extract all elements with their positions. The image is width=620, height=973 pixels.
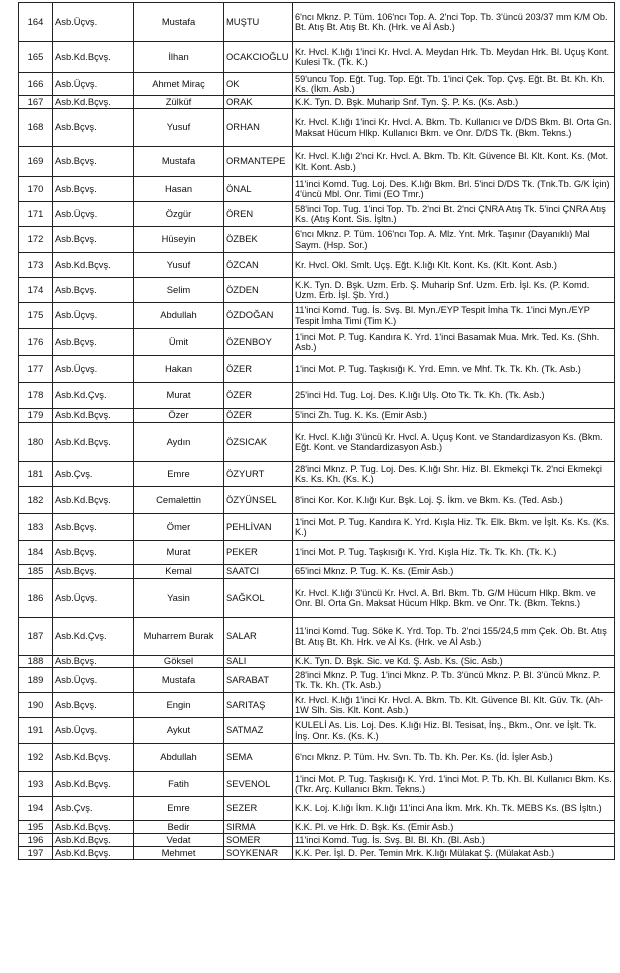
table-row bbox=[19, 253, 615, 278]
rank-cell: Asb.Üçvş. bbox=[53, 202, 134, 227]
rank-cell: Asb.Üçvş. bbox=[53, 356, 134, 383]
table-row bbox=[19, 109, 615, 147]
surname-cell: SALAR bbox=[224, 618, 293, 656]
rank-cell: Asb.Bçvş. bbox=[53, 227, 134, 253]
first-name-cell: Ümit bbox=[134, 329, 224, 356]
surname-cell: SAATCI bbox=[224, 565, 293, 579]
row-number: 174 bbox=[19, 278, 53, 303]
rank-cell: Asb.Bçvş. bbox=[53, 541, 134, 565]
first-name-cell: Ömer bbox=[134, 514, 224, 541]
row-number: 186 bbox=[19, 579, 53, 618]
surname-cell: SARABAT bbox=[224, 668, 293, 693]
surname-cell: ÖNAL bbox=[224, 177, 293, 202]
table-row bbox=[19, 73, 615, 96]
duty-cell: 6'ncı Mknz. P. Tüm. 106'ncı Top. A. Mlz. Ynt. Mrk. Taşınır (Dayanıklı) Mal Saym. (Hsp. Sor.) bbox=[293, 227, 615, 253]
first-name-cell: Mustafa bbox=[134, 668, 224, 693]
rank-cell: Asb.Kd.Bçvş. bbox=[53, 847, 134, 860]
surname-cell: ÖZER bbox=[224, 409, 293, 423]
duty-cell: 28'inci Mknz. P. Tug. Loj. Des. K.lığı Shr. Hiz. Bl. Ekmekçi Tk. 2'nci Ekmekçi Ks. Ks. Kh. (Ks. K.) bbox=[293, 462, 615, 487]
rank-cell: Asb.Kd.Bçvş. bbox=[53, 487, 134, 514]
duty-cell: Kr. Hvcl. K.lığı 1'inci Kr. Hvcl. A. Meydan Hrk. Tb. Meydan Hrk. Bl. Uçuş Kont. Kulesi Tk. (Tk. K.) bbox=[293, 42, 615, 73]
surname-cell: SOMER bbox=[224, 834, 293, 847]
surname-cell: ORAK bbox=[224, 96, 293, 109]
first-name-cell: Engin bbox=[134, 693, 224, 718]
rank-cell: Asb.Bçvş. bbox=[53, 656, 134, 668]
row-number: 166 bbox=[19, 73, 53, 96]
surname-cell: OK bbox=[224, 73, 293, 96]
surname-cell: ORHAN bbox=[224, 109, 293, 147]
first-name-cell: Yasin bbox=[134, 579, 224, 618]
table-row bbox=[19, 772, 615, 797]
duty-cell: Kr. Hvcl. K.lığı 2'nci Kr. Hvcl. A. Bkm. Tb. Klt. Güvence Bl. Klt. Kont. Ks. (Mot. Klt. Kont. Asb.) bbox=[293, 147, 615, 177]
rank-cell: Asb.Kd.Bçvş. bbox=[53, 821, 134, 834]
row-number: 193 bbox=[19, 772, 53, 797]
duty-cell: 11'inci Komd. Tug. Loj. Des. K.lığı Bkm. Brl. 5'inci D/DS Tk. (Tnk.Tb. G/K İçin) 4'üncü Mbl. Onr. Timi (EO Tmr.) bbox=[293, 177, 615, 202]
table-row bbox=[19, 693, 615, 718]
rank-cell: Asb.Kd.Bçvş. bbox=[53, 96, 134, 109]
row-number: 173 bbox=[19, 253, 53, 278]
first-name-cell: Vedat bbox=[134, 834, 224, 847]
duty-cell: 1'inci Mot. P. Tug. Kandıra K. Yrd. Kışla Hiz. Tk. Elk. Bkm. ve İşlt. Ks. Ks. (Ks. K.) bbox=[293, 514, 615, 541]
duty-cell: Kr. Hvcl. K.lığı 3'üncü Kr. Hvcl. A. Uçuş Kont. ve Standardizasyon Ks. (Bkm. Eğt. Kont. ve Standardizasyon Asb.) bbox=[293, 423, 615, 462]
row-number: 165 bbox=[19, 42, 53, 73]
table-row bbox=[19, 462, 615, 487]
rank-cell: Asb.Kd.Bçvş. bbox=[53, 772, 134, 797]
surname-cell: ÖZENBOY bbox=[224, 329, 293, 356]
personnel-table bbox=[18, 2, 615, 860]
duty-cell: K.K. Pl. ve Hrk. D. Bşk. Ks. (Emir Asb.) bbox=[293, 821, 615, 834]
table-row bbox=[19, 847, 615, 860]
duty-cell: 6'ncı Mknz. P. Tüm. 106'ncı Top. A. 2'nci Top. Tb. 3'üncü 203/37 mm K/M Ob. Bt. Atış Bt. Atış Bt. Kh. (Hrk. ve Aİ Asb.) bbox=[293, 3, 615, 42]
table-row bbox=[19, 514, 615, 541]
row-number: 197 bbox=[19, 847, 53, 860]
row-number: 181 bbox=[19, 462, 53, 487]
first-name-cell: Zülküf bbox=[134, 96, 224, 109]
first-name-cell: Özgür bbox=[134, 202, 224, 227]
first-name-cell: Emre bbox=[134, 797, 224, 821]
first-name-cell: Göksel bbox=[134, 656, 224, 668]
row-number: 189 bbox=[19, 668, 53, 693]
first-name-cell: Yusuf bbox=[134, 109, 224, 147]
table-row bbox=[19, 383, 615, 409]
rank-cell: Asb.Üçvş. bbox=[53, 668, 134, 693]
table-row bbox=[19, 797, 615, 821]
row-number: 168 bbox=[19, 109, 53, 147]
table-row bbox=[19, 3, 615, 42]
duty-cell: 5'inci Zh. Tug. K. Ks. (Emir Asb.) bbox=[293, 409, 615, 423]
duty-cell: 28'inci Mknz. P. Tug. 1'inci Mknz. P. Tb. 3'üncü Mknz. P. Bl. 3'üncü Mknz. P. Tk. Tk. Kh. (Tk. Asb.) bbox=[293, 668, 615, 693]
surname-cell: ÖZDEN bbox=[224, 278, 293, 303]
rank-cell: Asb.Bçvş. bbox=[53, 109, 134, 147]
surname-cell: SOYKENAR bbox=[224, 847, 293, 860]
surname-cell: PEHLİVAN bbox=[224, 514, 293, 541]
duty-cell: K.K. Per. İşl. D. Per. Temin Mrk. K.lığı Mülakat Ş. (Mülakat Asb.) bbox=[293, 847, 615, 860]
surname-cell: SEZER bbox=[224, 797, 293, 821]
surname-cell: ÖZYURT bbox=[224, 462, 293, 487]
row-number: 176 bbox=[19, 329, 53, 356]
table-body bbox=[19, 3, 615, 860]
row-number: 184 bbox=[19, 541, 53, 565]
surname-cell: SEMA bbox=[224, 744, 293, 772]
table-row bbox=[19, 744, 615, 772]
table-row bbox=[19, 177, 615, 202]
surname-cell: ÖZER bbox=[224, 356, 293, 383]
surname-cell: SALI bbox=[224, 656, 293, 668]
first-name-cell: İlhan bbox=[134, 42, 224, 73]
surname-cell: MUŞTU bbox=[224, 3, 293, 42]
rank-cell: Asb.Üçvş. bbox=[53, 3, 134, 42]
first-name-cell: Emre bbox=[134, 462, 224, 487]
row-number: 183 bbox=[19, 514, 53, 541]
table-row bbox=[19, 202, 615, 227]
surname-cell: SATMAZ bbox=[224, 718, 293, 744]
rank-cell: Asb.Kd.Bçvş. bbox=[53, 744, 134, 772]
table-row bbox=[19, 329, 615, 356]
table-row bbox=[19, 656, 615, 668]
table-row bbox=[19, 718, 615, 744]
duty-cell: KULELİ As. Lis. Loj. Des. K.lığı Hiz. Bl. Tesisat, İnş., Bkm., Onr. ve İşlt. Tk. İnş. Onr. Ks. (Ks. K.) bbox=[293, 718, 615, 744]
row-number: 179 bbox=[19, 409, 53, 423]
rank-cell: Asb.Kd.Bçvş. bbox=[53, 42, 134, 73]
rank-cell: Asb.Bçvş. bbox=[53, 693, 134, 718]
first-name-cell: Ahmet Miraç bbox=[134, 73, 224, 96]
row-number: 175 bbox=[19, 303, 53, 329]
table-row bbox=[19, 565, 615, 579]
personnel-list bbox=[18, 2, 614, 860]
table-row bbox=[19, 303, 615, 329]
rank-cell: Asb.Üçvş. bbox=[53, 718, 134, 744]
row-number: 178 bbox=[19, 383, 53, 409]
duty-cell: K.K. Tyn. D. Bşk. Sic. ve Kd. Ş. Asb. Ks. (Sic. Asb.) bbox=[293, 656, 615, 668]
duty-cell: 6'ncı Mknz. P. Tüm. Hv. Svn. Tb. Tb. Kh. Per. Ks. (İd. İşler Asb.) bbox=[293, 744, 615, 772]
rank-cell: Asb.Çvş. bbox=[53, 797, 134, 821]
table-row bbox=[19, 409, 615, 423]
duty-cell: 1'inci Mot. P. Tug. Taşkısığı K. Yrd. 1'inci Mot. P. Tb. Kh. Bl. Kullanıcı Bkm. Ks. (Tkr. Arç. Kullanıcı Bkm. Tekns.) bbox=[293, 772, 615, 797]
duty-cell: 11'inci Komd. Tug. İs. Svş. Bl. Myn./EYP Tespit İmha Tk. 1'inci Myn./EYP Tespit İmha Timi (Tim K.) bbox=[293, 303, 615, 329]
rank-cell: Asb.Bçvş. bbox=[53, 329, 134, 356]
first-name-cell: Hakan bbox=[134, 356, 224, 383]
first-name-cell: Mustafa bbox=[134, 147, 224, 177]
duty-cell: Kr. Hvcl. K.lığı 1'inci Kr. Hvcl. A. Bkm. Tb. Klt. Güvence Bl. Klt. Güv. Tk. (Ah-1W Slh. Sis. Klt. Kont. Asb.) bbox=[293, 693, 615, 718]
first-name-cell: Abdullah bbox=[134, 744, 224, 772]
first-name-cell: Fatih bbox=[134, 772, 224, 797]
row-number: 194 bbox=[19, 797, 53, 821]
first-name-cell: Cemalettin bbox=[134, 487, 224, 514]
table-row bbox=[19, 834, 615, 847]
duty-cell: Kr. Hvcl. K.lığı 3'üncü Kr. Hvcl. A. Brl. Bkm. Tb. G/M Hücum Hlkp. Bkm. ve Onr. Bl. Orta Gn. Maksat Hücum Hlkp. Bkm. ve Onr. Tk. (Bkm. Tekns.) bbox=[293, 579, 615, 618]
duty-cell: K.K. Loj. K.lığı İkm. K.lığı 11'inci Ana İkm. Mrk. Kh. Tk. MEBS Ks. (BS İşltn.) bbox=[293, 797, 615, 821]
rank-cell: Asb.Kd.Çvş. bbox=[53, 383, 134, 409]
row-number: 195 bbox=[19, 821, 53, 834]
duty-cell: 1'inci Mot. P. Tug. Taşkısığı K. Yrd. Kışla Hiz. Tk. Tk. Kh. (Tk. K.) bbox=[293, 541, 615, 565]
row-number: 170 bbox=[19, 177, 53, 202]
rank-cell: Asb.Bçvş. bbox=[53, 565, 134, 579]
table-row bbox=[19, 42, 615, 73]
surname-cell: OCAKCIOĞLU bbox=[224, 42, 293, 73]
surname-cell: SARITAŞ bbox=[224, 693, 293, 718]
rank-cell: Asb.Kd.Bçvş. bbox=[53, 409, 134, 423]
rank-cell: Asb.Kd.Bçvş. bbox=[53, 834, 134, 847]
duty-cell: 1'inci Mot. P. Tug. Kandıra K. Yrd. 1'inci Basamak Mua. Mrk. Ted. Ks. (Shh. Asb.) bbox=[293, 329, 615, 356]
row-number: 185 bbox=[19, 565, 53, 579]
table-row bbox=[19, 423, 615, 462]
surname-cell: ÖZDOĞAN bbox=[224, 303, 293, 329]
row-number: 164 bbox=[19, 3, 53, 42]
first-name-cell: Aydın bbox=[134, 423, 224, 462]
surname-cell: ÖZBEK bbox=[224, 227, 293, 253]
row-number: 191 bbox=[19, 718, 53, 744]
first-name-cell: Mehmet bbox=[134, 847, 224, 860]
surname-cell: ORMANTEPE bbox=[224, 147, 293, 177]
row-number: 192 bbox=[19, 744, 53, 772]
row-number: 188 bbox=[19, 656, 53, 668]
duty-cell: 25'inci Hd. Tug. Loj. Des. K.lığı Ulş. Oto Tk. Tk. Kh. (Tk. Asb.) bbox=[293, 383, 615, 409]
rank-cell: Asb.Üçvş. bbox=[53, 73, 134, 96]
table-row bbox=[19, 278, 615, 303]
duty-cell: K.K. Tyn. D. Bşk. Uzm. Erb. Ş. Muharip Snf. Uzm. Erb. İşl. Ks. (P. Komd. Uzm. Erb. İşl. Şb. Yrd.) bbox=[293, 278, 615, 303]
surname-cell: PEKER bbox=[224, 541, 293, 565]
surname-cell: SEVENOL bbox=[224, 772, 293, 797]
first-name-cell: Yusuf bbox=[134, 253, 224, 278]
table-row bbox=[19, 579, 615, 618]
surname-cell: ÖREN bbox=[224, 202, 293, 227]
first-name-cell: Kemal bbox=[134, 565, 224, 579]
first-name-cell: Abdullah bbox=[134, 303, 224, 329]
row-number: 180 bbox=[19, 423, 53, 462]
row-number: 171 bbox=[19, 202, 53, 227]
surname-cell: ÖZYÜNSEL bbox=[224, 487, 293, 514]
first-name-cell: Özer bbox=[134, 409, 224, 423]
first-name-cell: Mustafa bbox=[134, 3, 224, 42]
first-name-cell: Hüseyin bbox=[134, 227, 224, 253]
table-row bbox=[19, 147, 615, 177]
row-number: 167 bbox=[19, 96, 53, 109]
row-number: 172 bbox=[19, 227, 53, 253]
rank-cell: Asb.Çvş. bbox=[53, 462, 134, 487]
first-name-cell: Bedir bbox=[134, 821, 224, 834]
rank-cell: Asb.Bçvş. bbox=[53, 278, 134, 303]
rank-cell: Asb.Kd.Bçvş. bbox=[53, 423, 134, 462]
rank-cell: Asb.Bçvş. bbox=[53, 147, 134, 177]
surname-cell: ÖZER bbox=[224, 383, 293, 409]
duty-cell: K.K. Tyn. D. Bşk. Muharip Snf. Tyn. Ş. P. Ks. (Ks. Asb.) bbox=[293, 96, 615, 109]
duty-cell: Kr. Hvcl. K.lığı 1'inci Kr. Hvcl. A. Bkm. Tb. Kullanıcı ve D/DS Bkm. Bl. Orta Gn. Maksat Hücum Hlkp. Kullanıcı Bkm. ve Onr. D/DS Tk. (Bkm. Tekns.) bbox=[293, 109, 615, 147]
duty-cell: 59'uncu Top. Eğt. Tug. Top. Eğt. Tb. 1'inci Çek. Top. Çvş. Eğt. Bt. Bt. Kh. Kh. Ks. (İkm. Asb.) bbox=[293, 73, 615, 96]
row-number: 182 bbox=[19, 487, 53, 514]
table-row bbox=[19, 668, 615, 693]
surname-cell: ÖZCAN bbox=[224, 253, 293, 278]
duty-cell: 8'inci Kor. Kor. K.lığı Kur. Bşk. Loj. Ş. İkm. ve Bkm. Ks. (Ted. Asb.) bbox=[293, 487, 615, 514]
row-number: 190 bbox=[19, 693, 53, 718]
first-name-cell: Aykut bbox=[134, 718, 224, 744]
duty-cell: Kr. Hvcl. Okl. Smlt. Uçş. Eğt. K.lığı Klt. Kont. Ks. (Klt. Kont. Asb.) bbox=[293, 253, 615, 278]
rank-cell: Asb.Bçvş. bbox=[53, 177, 134, 202]
row-number: 177 bbox=[19, 356, 53, 383]
duty-cell: 1'inci Mot. P. Tug. Taşkısığı K. Yrd. Emn. ve Mhf. Tk. Tk. Kh. (Tk. Asb.) bbox=[293, 356, 615, 383]
surname-cell: SAĞKOL bbox=[224, 579, 293, 618]
table-row bbox=[19, 227, 615, 253]
table-row bbox=[19, 96, 615, 109]
first-name-cell: Murat bbox=[134, 541, 224, 565]
rank-cell: Asb.Üçvş. bbox=[53, 579, 134, 618]
rank-cell: Asb.Bçvş. bbox=[53, 514, 134, 541]
surname-cell: SIRMA bbox=[224, 821, 293, 834]
row-number: 187 bbox=[19, 618, 53, 656]
rank-cell: Asb.Kd.Çvş. bbox=[53, 618, 134, 656]
surname-cell: ÖZSICAK bbox=[224, 423, 293, 462]
table-row bbox=[19, 541, 615, 565]
row-number: 169 bbox=[19, 147, 53, 177]
row-number: 196 bbox=[19, 834, 53, 847]
table-row bbox=[19, 356, 615, 383]
duty-cell: 11'inci Komd. Tug. İs. Svş. Bl. Bl. Kh. (Bl. Asb.) bbox=[293, 834, 615, 847]
duty-cell: 65'inci Mknz. P. Tug. K. Ks. (Emir Asb.) bbox=[293, 565, 615, 579]
rank-cell: Asb.Kd.Bçvş. bbox=[53, 253, 134, 278]
first-name-cell: Murat bbox=[134, 383, 224, 409]
first-name-cell: Hasan bbox=[134, 177, 224, 202]
first-name-cell: Selim bbox=[134, 278, 224, 303]
first-name-cell: Muharrem Burak bbox=[134, 618, 224, 656]
duty-cell: 58'inci Top. Tug. 1'inci Top. Tb. 2'nci Bt. 2'nci ÇNRA Atış Tk. 5'inci ÇNRA Atış Ks. (Atış Kont. Sis. İşltn.) bbox=[293, 202, 615, 227]
rank-cell: Asb.Üçvş. bbox=[53, 303, 134, 329]
table-row bbox=[19, 821, 615, 834]
table-row bbox=[19, 618, 615, 656]
duty-cell: 11'inci Komd. Tug. Söke K. Yrd. Top. Tb. 2'nci 155/24,5 mm Çek. Ob. Bt. Atış Bt. Atış Bt. Kh. Hrk. ve Aİ Ks. (Hrk. ve Aİ Asb.) bbox=[293, 618, 615, 656]
table-row bbox=[19, 487, 615, 514]
